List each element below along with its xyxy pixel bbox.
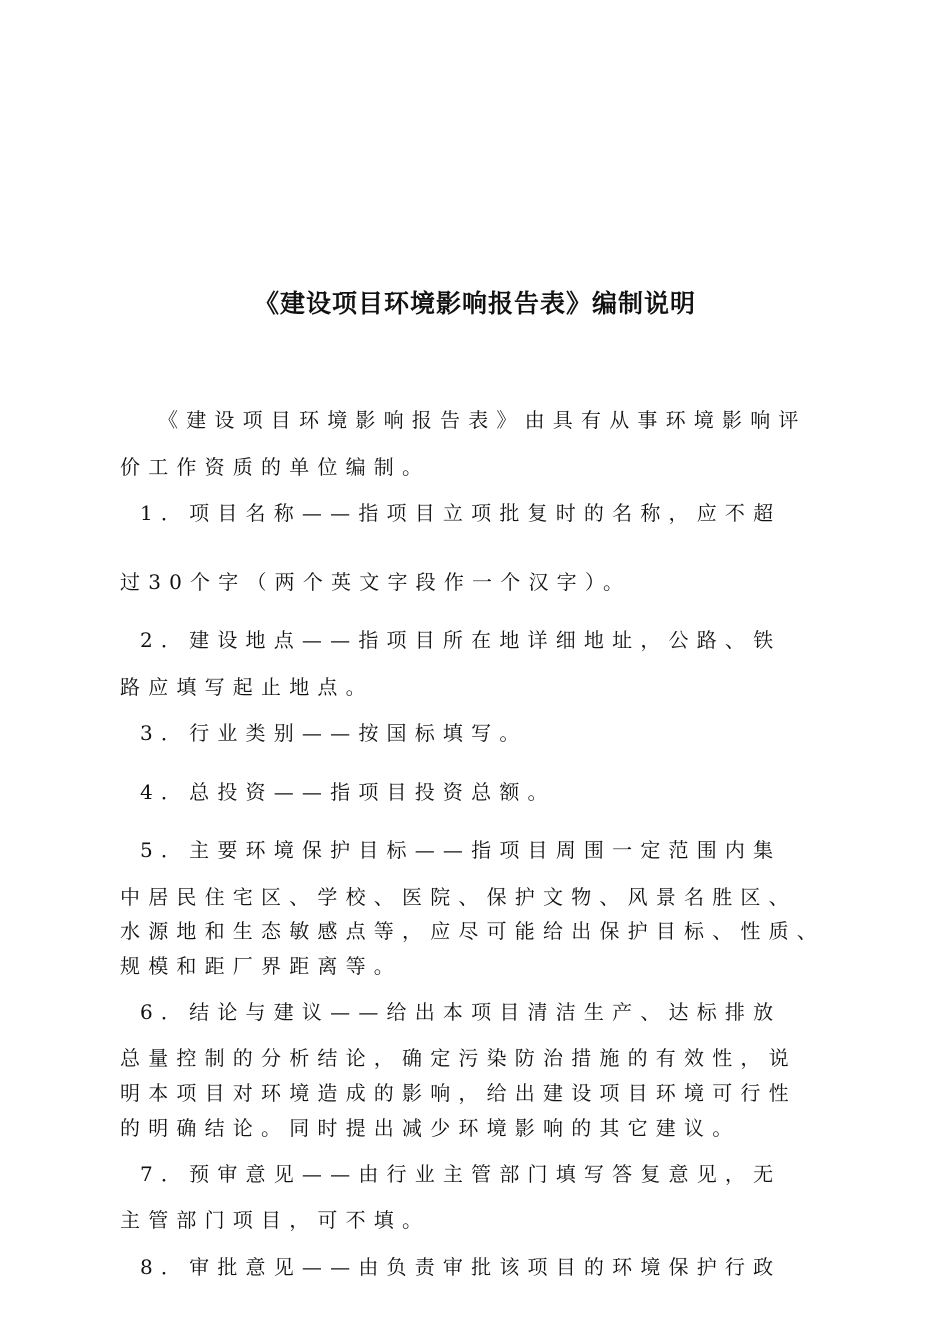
paragraph-intro-line-2: 价工作资质的单位编制。 xyxy=(120,455,431,479)
item-8-line-1: 8．审批意见——由负责审批该项目的环境保护行政 xyxy=(140,1255,782,1279)
document-title: 《建设项目环境影响报告表》编制说明 xyxy=(253,289,696,318)
item-4-line-1: 4．总投资——指项目投资总额。 xyxy=(140,780,556,804)
item-6-line-3: 明本项目对环境造成的影响，给出建设项目环境可行性 xyxy=(120,1081,797,1105)
item-6-line-2: 总量控制的分析结论，确定污染防治措施的有效性，说 xyxy=(120,1046,797,1070)
item-6-line-4: 的明确结论。同时提出减少环境影响的其它建议。 xyxy=(120,1116,741,1140)
item-5-line-1: 5．主要环境保护目标——指项目周围一定范围内集 xyxy=(140,838,782,862)
item-6-line-1: 6．结论与建议——给出本项目清洁生产、达标排放 xyxy=(140,1000,782,1024)
item-5-line-3: 水源地和生态敏感点等，应尽可能给出保护目标、性质、 xyxy=(120,919,825,943)
item-1-line-2: 过30个字（两个英文字段作一个汉字）。 xyxy=(120,570,632,594)
item-2-line-2: 路应填写起止地点。 xyxy=(120,675,374,699)
paragraph-intro-line-1: 《建设项目环境影响报告表》由具有从事环境影响评 xyxy=(158,408,807,432)
item-7-line-2: 主管部门项目，可不填。 xyxy=(120,1208,431,1232)
item-1-line-1: 1．项目名称——指项目立项批复时的名称，应不超 xyxy=(140,501,782,525)
item-2-line-1: 2．建设地点——指项目所在地详细地址，公路、铁 xyxy=(140,628,782,652)
item-7-line-1: 7．预审意见——由行业主管部门填写答复意见，无 xyxy=(140,1162,782,1186)
item-3-line-1: 3．行业类别——按国标填写。 xyxy=(140,721,528,745)
item-5-line-2: 中居民住宅区、学校、医院、保护文物、风景名胜区、 xyxy=(120,885,797,909)
item-5-line-4: 规模和距厂界距离等。 xyxy=(120,954,402,978)
